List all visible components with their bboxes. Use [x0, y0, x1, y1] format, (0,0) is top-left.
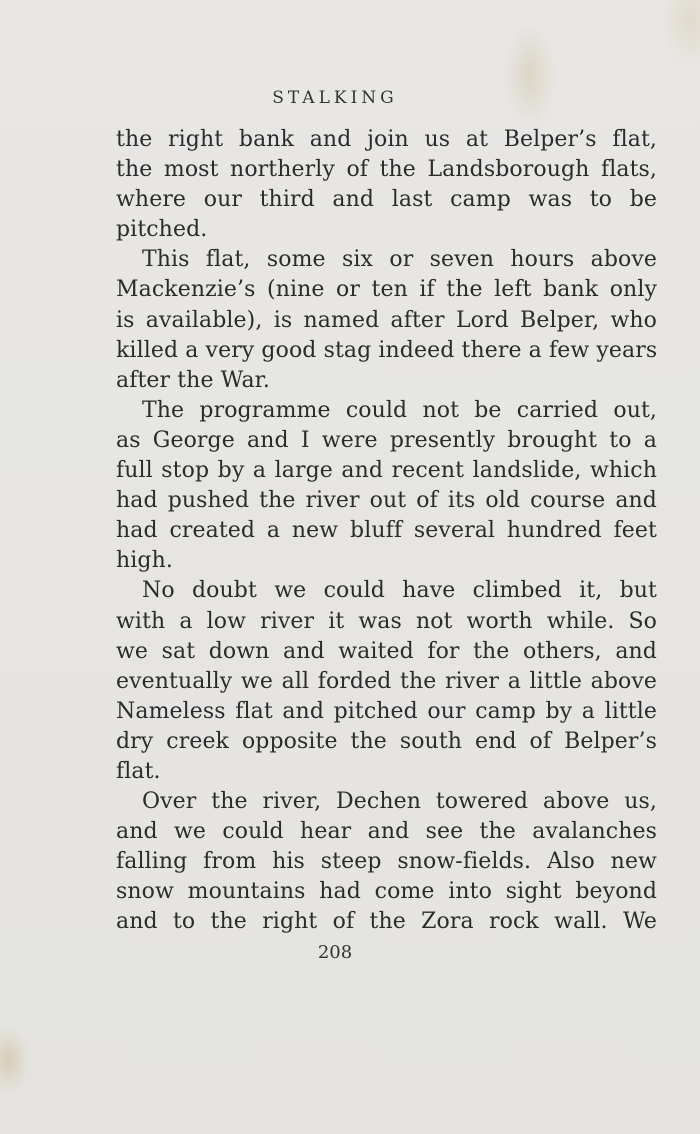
- text-line: dry creek opposite the south end of Belper’s: [116, 728, 657, 754]
- text-line: killed a very good stag indeed there a few years: [116, 337, 658, 363]
- text-line: high.: [116, 548, 173, 574]
- text-line: This flat, some six or seven hours above: [142, 247, 657, 273]
- text-line: had pushed the river out of its old course and: [116, 488, 657, 514]
- text-line: and to the right of the Zora rock wall. We: [116, 909, 657, 935]
- text-line: pitched.: [116, 217, 208, 243]
- text-line: where our third and last camp was to be: [116, 187, 657, 213]
- body-text: [116, 125, 657, 938]
- text-line: No doubt we could have climbed it, but: [142, 578, 657, 604]
- text-line: full stop by a large and recent landslide, which: [116, 458, 657, 484]
- running-head: STALKING: [272, 88, 398, 108]
- text-line: The programme could not be carried out,: [142, 397, 657, 423]
- text-line: the most northerly of the Landsborough flats,: [116, 157, 657, 183]
- text-line: as George and I were presently brought to a: [116, 427, 657, 453]
- text-line: falling from his steep snow-fields. Also new: [116, 849, 657, 875]
- text-line: the right bank and join us at Belper’s flat,: [116, 127, 657, 152]
- text-line: Nameless flat and pitched our camp by a little: [116, 698, 657, 724]
- text-line: flat.: [116, 758, 161, 784]
- text-line: Mackenzie’s (nine or ten if the left bank only: [116, 277, 657, 303]
- page-number: 208: [317, 942, 353, 963]
- text-line: snow mountains had come into sight beyond: [116, 879, 657, 905]
- text-line: is available), is named after Lord Belper, who: [116, 307, 657, 333]
- text-line: Over the river, Dechen towered above us,: [142, 789, 657, 815]
- text-line: and we could hear and see the avalanches: [116, 819, 657, 845]
- text-line: after the War.: [116, 367, 270, 393]
- text-line: we sat down and waited for the others, and: [116, 638, 657, 664]
- text-line: with a low river it was not worth while. So: [116, 608, 657, 634]
- text-line: eventually we all forded the river a little above: [116, 668, 657, 694]
- text-line: had created a new bluff several hundred feet: [116, 518, 657, 544]
